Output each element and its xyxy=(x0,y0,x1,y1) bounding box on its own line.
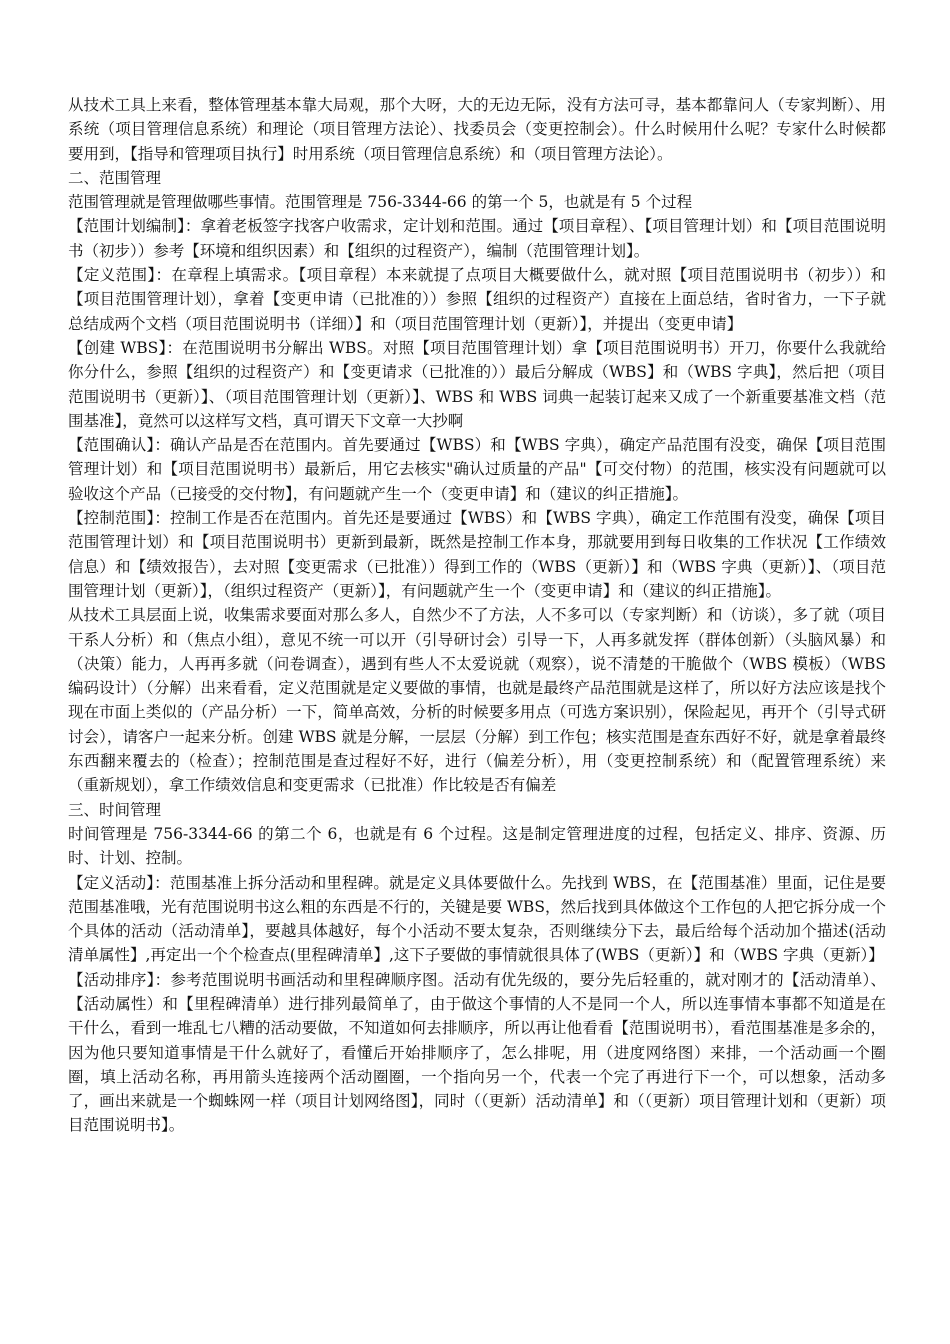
section-heading-scope: 二、范围管理 xyxy=(68,168,162,187)
paragraph-control-scope: 【控制范围】：控制工作是否在范围内。首先还是要通过【WBS）和【WBS 字典），确定工作范围有没变，确保【项目范围管理计划）和【项目范围说明书）更新到最新，既然是控制工作本身，那就要用到每日收集的工作状况【工作绩效信息）和【绩效报告），去对照【变更需求（已批准））得到工作的（WBS（更新）】和（WBS 字典（更新）】、（项目范围管理计划（更新）】，（组织过程资产（更新）】，有问题就产生一个（变更申请】和（建议的纠正措施】。 xyxy=(68,509,886,600)
paragraph-verify-scope: 【范围确认】：确认产品是否在范围内。首先要通过【WBS）和【WBS 字典），确定产品范围有没变，确保【项目范围管理计划）和【项目范围说明书）最新后，用它去核实"确认过质量的产品"【可交付物）的范围，核实没有问题就可以验收这个产品（已接受的交付物】，有问题就产生一个（变更申请】和（建议的纠正措施】。 xyxy=(68,436,886,503)
paragraph-time-intro: 时间管理是 756-3344-66 的第二个 6，也就是有 6 个过程。这是制定管理进度的过程，包括定义、排序、资源、历时、计划、控制。 xyxy=(68,824,886,868)
section-heading-time: 三、时间管理 xyxy=(68,800,162,819)
document-body xyxy=(68,93,886,1138)
paragraph-tech-tools-integration: 从技术工具上来看，整体管理基本靠大局观，那个大呀，大的无边无际，没有方法可寻，基本都靠问人（专家判断）、用系统（项目管理信息系统）和理论（项目管理方法论）、找委员会（变更控制会）。什么时候用什么呢？专家什么时候都要用到，【指导和管理项目执行】时用系统（项目管理信息系统）和（项目管理方法论）。 xyxy=(68,96,886,163)
paragraph-define-activities: 【定义活动】：范围基准上拆分活动和里程碑。就是定义具体要做什么。先找到 WBS，在【范围基准）里面，记住是要范围基准哦，光有范围说明书这么粗的东西是不行的，关键是要 WBS，然后找到具体做这个工作包的人把它拆分成一个个具体的活动（活动清单】，要越具体越好，每个小活动不要太复杂，否则继续分下去，最后给每个活动加个描述(活动清单属性】,再定出一个个检查点(里程碑清单】,这下子要做的事情就很具体了(WBS（更新）】和（WBS 字典（更新）】 xyxy=(68,873,886,965)
paragraph-scope-intro: 范围管理就是管理做哪些事情。范围管理是 756-3344-66 的第一个 5，也就是有 5 个过程 xyxy=(68,193,693,212)
paragraph-sequence-activities: 【活动排序】：参考范围说明书画活动和里程碑顺序图。活动有优先级的，要分先后轻重的，就对刚才的【活动清单）、【活动属性）和【里程碑清单）进行排列最简单了，由于做这个事情的人不是同一个人，所以连事情本事都不知道是在干什么，看到一堆乱七八糟的活动要做，不知道如何去排顺序，所以再让他看看【范围说明书），看范围基准是多余的，因为他只要知道事情是干什么就好了，看懂后开始排顺序了，怎么排呢，用（进度网络图）来排，一个活动画一个圈圈，填上活动名称，再用箭头连接两个活动圈圈，一个指向另一个，代表一个完了再进行下一个，可以想象，活动多了，画出来就是一个蜘蛛网一样（项目计划网络图】，同时（（更新）活动清单】和（（更新）项目管理计划和（更新）项目范围说明书】。 xyxy=(68,970,886,1135)
paragraph-create-wbs: 【创建 WBS】：在范围说明书分解出 WBS。对照【项目范围管理计划）拿【项目范围说明书）开刀，你要什么我就给你分什么，参照【组织的过程资产）和【变更请求（已批准的））最后分解成（WBS】和（WBS 字典】，然后把（项目范围说明书（更新）】、（项目范围管理计划（更新）】、WBS 和 WBS 词典一起装订起来又成了一个新重要基准文档（范围基准】，竟然可以这样写文档，真可谓天下文章一大抄啊 xyxy=(68,338,886,430)
paragraph-define-scope: 【定义范围】：在章程上填需求。【项目章程）本来就提了点项目大概要做什么，就对照【项目范围说明书（初步））和【项目范围管理计划），拿着【变更申请（已批准的））参照【组织的过程资产）直接在上面总结，省时省力，一下子就总结成两个文档（项目范围说明书（详细）】和（项目范围管理计划（更新）】，并提出（变更申请】 xyxy=(68,266,886,333)
paragraph-scope-tech-tools: 从技术工具层面上说，收集需求要面对那么多人，自然少不了方法，人不多可以（专家判断）和（访谈），多了就（项目干系人分析）和（焦点小组），意见不统一可以开（引导研讨会）引导一下，人再多就发挥（群体创新）（头脑风暴）和（决策）能力，人再再多就（问卷调查），遇到有些人不太爱说就（观察），说不清楚的干脆做个（WBS 模板）（WBS 编码设计）（分解）出来看看，定义范围就是定义要做的事情，也就是最终产品范围就是这样了，所以好方法应该是找个现在市面上类似的（产品分析）一下，简单高效，分析的时候要多用点（可选方案识别），保险起见，再开个（引导式研讨会），请客户一起来分析。创建 WBS 就是分解，一层层（分解）到工作包；核实范围是查东西好不好，就是拿着最终东西翻来覆去的（检查）；控制范围是查过程好不好，进行（偏差分析），用（变更控制系统）和（配置管理系统）来（重新规划），拿工作绩效信息和变更需求（已批准）作比较是否有偏差 xyxy=(68,606,886,795)
paragraph-scope-planning: 【范围计划编制】：拿着老板签字找客户收需求，定计划和范围。通过【项目章程）、【项目管理计划）和【项目范围说明书（初步））参考【环境和组织因素）和【组织的过程资产），编制（范围管理计划】。 xyxy=(68,217,886,260)
